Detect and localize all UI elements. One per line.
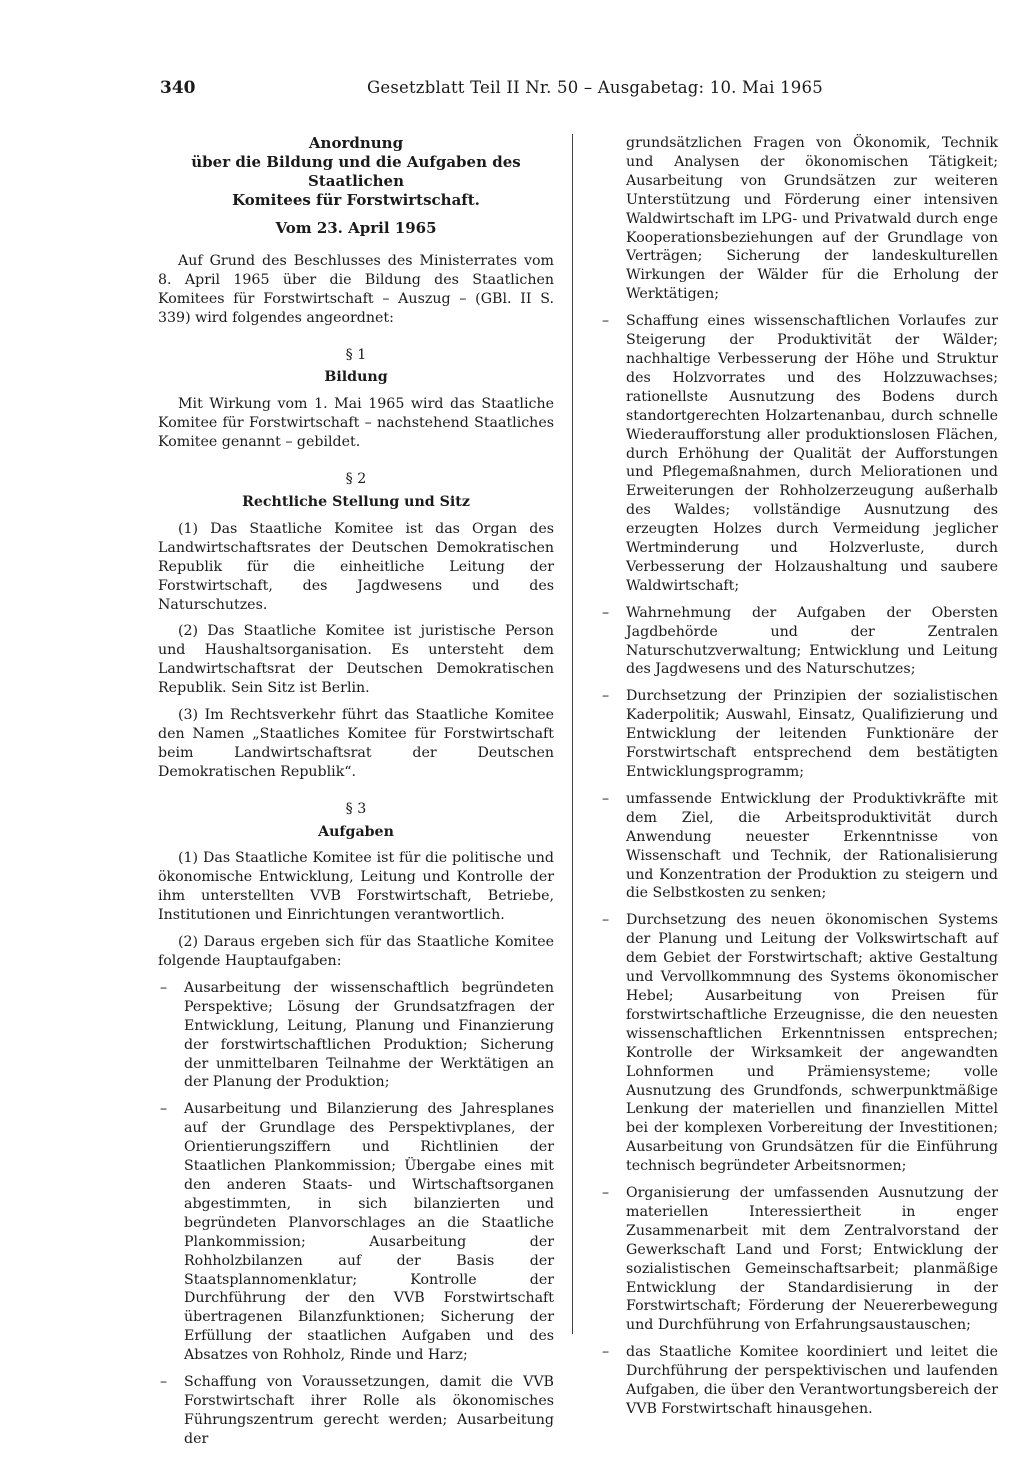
dash-bullet: – (160, 979, 168, 996)
dash-bullet: – (602, 912, 610, 929)
page-number: 340 (160, 78, 196, 98)
list-item-text: das Staatliche Komitee koordiniert und leitet die Durchführung der perspektivischen und laufenden Aufgaben, die über den Verantwortungsbereich der VVB Forstwirtschaft hinausgehen. (626, 1344, 998, 1417)
dash-bullet: – (602, 1344, 610, 1361)
document-title (158, 134, 554, 210)
list-item-text: Schaffung eines wissenschaftlichen Vorlaufes zur Steigerung der Produktivität der Wälder; nachhaltige Verbesserung der Höhe und Struktur des Holzvorrates und des Holzzuwachses; rationellste Ausnutzung des Bodens durch standortgerechten Holzartenanbau, durch schnelle Wiederaufforstung aller produktionslosen Flächen, durch Erhöhung der Qualität der Aufforstungen und Pflegemaßnahmen, durch Meliorationen und Erweiterungen der Rohholzerzeugung außerhalb des Waldes; vollständige Ausnutzung des erzeugten Holzes durch Vermeidung jeglicher Wertminderung und Holzverluste, durch Verbesserung der Holzaushaltung und saubere Waldwirtschaft; (626, 313, 998, 594)
continued-list-text: grundsätzlichen Fragen von Ökonomik, Technik und Analysen der ökonomischen Tätigkeit; Ausarbeitung von Grundsätzen zur weiteren Unterstützung und Förderung einer intensiven Waldwirtschaft im LPG- und Privatwald durch enge Kooperationsbeziehungen auf der Grundlage von Verträgen; Sicherung der landeskulturellen Wirkungen der Wälder für die Erholung der Werktätigen; (626, 135, 998, 303)
list-item (158, 1100, 554, 1365)
section-number: § 1 (345, 346, 367, 363)
list-item (602, 1343, 998, 1419)
section-paragraph: (3) Im Rechtsverkehr führt das Staatliche Komitee den Namen „Staatliches Komitee für Forstwirtschaft beim Landwirtschaftsrat der Deutschen Demokratischen Republik“. (158, 707, 554, 780)
list-item-text: Wahrnehmung der Aufgaben der Obersten Jagdbehörde und der Zentralen Naturschutzverwaltung; Entwicklung und Leitung des Jagdwesens und des Naturschutzes; (626, 604, 998, 678)
section-paragraph: (2) Das Staatliche Komitee ist juristische Person und Haushaltsorganisation. Es untersteht dem Landwirtschaftsrat der Deutschen Demokratischen Republik. Sein Sitz ist Berlin. (158, 623, 554, 697)
list-item (602, 1184, 998, 1335)
list-item-text: Durchsetzung des neuen ökonomischen Systems der Planung und Leitung der Volkswirtschaft auf dem Gebiet der Forstwirtschaft; aktive Gestaltung und Vervollkommnung des Systems ökonomischer Hebel; Ausarbeitung von Preisen für forstwirtschaftliche Erzeugnisse, die den neuesten wissenschaftlichen Erkenntnissen entsprechen; Kontrolle der Wirksamkeit der angewandten Lohnformen und Prämiensysteme; volle Ausnutzung des Grundfonds, schwerpunktmäßige Lenkung der materiellen und finanziellen Mittel bei der komplexen Vorbereitung der Investitionen; Ausarbeitung von Grundsätzen für die Einführung technisch begründeter Arbeitsnormen; (626, 912, 998, 1175)
list-item-text: Durchsetzung der Prinzipien der sozialistischen Kaderpolitik; Auswahl, Einsatz, Qualifizierung und Entwicklung der leitenden Funktionäre der Forstwirtschaft entsprechend dem bestätigten Entwicklungsprogramm; (626, 688, 998, 780)
dash-bullet: – (160, 1101, 168, 1118)
right-column (602, 134, 998, 1427)
list-item (602, 911, 998, 1176)
section-paragraph: Mit Wirkung vom 1. Mai 1965 wird das Staatliche Komitee für Forstwirtschaft – nachstehend Staatliches Komitee genannt – gebildet. (158, 396, 554, 451)
dash-bullet: – (602, 604, 610, 621)
dash-bullet: – (602, 1185, 610, 1202)
list-item (158, 1373, 554, 1449)
section-paragraph: (2) Daraus ergeben sich für das Staatliche Komitee folgende Hauptaufgaben: (158, 934, 554, 969)
list-item (602, 687, 998, 782)
dash-bullet: – (602, 313, 610, 330)
gazette-header-title: Gesetzblatt Teil II Nr. 50 – Ausgabetag: 10. Mai 1965 (367, 78, 823, 97)
list-item-text: Organisierung der umfassenden Ausnutzung der materiellen Interessiertheit in enger Zusammenarbeit mit dem Zentralvorstand der Gewerkschaft Land und Forst; Entwicklung der sozialistischen Gemeinschaftsarbeit; planmäßige Entwicklung der Standardisierung in der Forstwirtschaft; Förderung der Neuererbewegung und Durchführung von Erfahrungsaustauschen; (626, 1185, 998, 1334)
task-list-right (602, 312, 998, 1419)
title-line: Anordnung (308, 134, 404, 152)
dash-bullet: – (602, 688, 610, 705)
document-date: Vom 23. April 1965 (275, 219, 437, 237)
page-header (160, 78, 1000, 102)
dash-bullet: – (160, 1374, 168, 1391)
section-number: § 3 (345, 800, 367, 817)
section-title: Rechtliche Stellung und Sitz (242, 493, 470, 510)
section-paragraph: (1) Das Staatliche Komitee ist für die politische und ökonomische Entwicklung, Leitung und Kontrolle der ihm unterstellten VVB Forstwirtschaft, Betriebe, Institutionen und Einrichtungen verantwortlich. (158, 850, 554, 924)
section-number: § 2 (345, 471, 367, 488)
list-item-text: Ausarbeitung und Bilanzierung des Jahresplanes auf der Grundlage des Perspektivplanes, der Orientierungsziffern und Richtlinien der Staatlichen Plankommission; Übergabe eines mit den anderen Staats- und Wirtschaftsorganen abgestimmten, in sich bilanzierten und begründeten Planvorschlages an die Staatliche Plankommission; Ausarbeitung der Rohholzbilanzen auf der Basis der Staatsplannomenklatur; Kontrolle der Durchführung der den VVB Forstwirtschaft übertragenen Bilanzfunktionen; Sicherung der Erfüllung der staatlichen Aufgaben und des Absatzes von Rohholz, Rinde und Harz; (184, 1101, 554, 1364)
list-item (602, 312, 998, 596)
list-item-text: umfassende Entwicklung der Produktivkräfte mit dem Ziel, die Arbeitsproduktivität durch Anwendung neuester Erkenntnisse von Wissenschaft und Technik, der Rationalisierung und Konzentration der Produktion zu steigern und die Selbstkosten zu senken; (626, 790, 998, 902)
section-title: Bildung (324, 369, 388, 386)
dash-bullet: – (602, 790, 610, 807)
task-list-left (158, 979, 554, 1449)
title-line: über die Bildung und die Aufgaben des Staatlichen (191, 153, 521, 190)
preamble: Auf Grund des Beschlusses des Ministerrates vom 8. April 1965 über die Bildung des Staatlichen Komitees für Forstwirtschaft – Auszug – (GBl. II S. 339) wird folgendes angeordnet: (158, 252, 554, 326)
list-item-text: Schaffung von Voraussetzungen, damit die VVB Forstwirtschaft ihrer Rolle als ökonomisches Führungszentrum gerecht werden; Ausarbeitung der (184, 1374, 554, 1447)
column-divider (572, 134, 573, 1334)
title-line: Komitees für Forstwirtschaft. (232, 191, 480, 209)
list-item-text: Ausarbeitung der wissenschaftlich begründeten Perspektive; Lösung der Grundsatzfragen der Entwicklung, Leitung, Planung und Finanzierung der forstwirtschaftlichen Produktion; Sicherung der unmittelbaren Teilnahme der Werktätigen an der Planung der Produktion; (184, 979, 554, 1091)
list-item (602, 790, 998, 903)
left-column (158, 134, 554, 1457)
section-title: Aufgaben (318, 823, 394, 840)
section-paragraph: (1) Das Staatliche Komitee ist das Organ des Landwirtschaftsrates der Deutschen Demokratischen Republik für die einheitliche Leitung der Forstwirtschaft, des Jagdwesens und des Naturschutzes. (158, 520, 554, 613)
list-item (158, 979, 554, 1092)
list-item (602, 604, 998, 680)
